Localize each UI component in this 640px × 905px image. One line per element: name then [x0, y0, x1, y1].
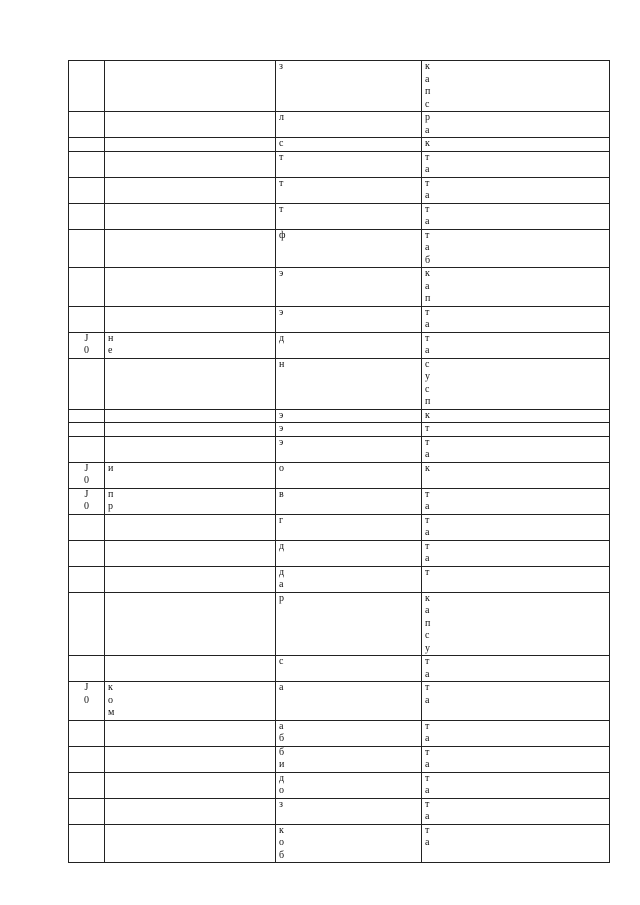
form-line: т: [425, 436, 430, 448]
form-line: а: [425, 124, 430, 136]
form-line: т: [425, 151, 430, 163]
form-cell: [422, 409, 610, 423]
form-line: п: [425, 293, 431, 304]
form-line: а: [425, 319, 430, 330]
group-line: м: [108, 707, 115, 718]
form-line: т: [425, 656, 430, 667]
drug-line: о: [279, 785, 284, 796]
group-cell: [105, 229, 276, 268]
code-cell: [69, 462, 105, 488]
code-cell: [69, 566, 105, 592]
drug-line: д: [279, 772, 285, 784]
drug-cell: [276, 61, 422, 112]
drug-line: ф: [279, 229, 286, 241]
form-line: а: [425, 242, 430, 253]
form-line: а: [425, 837, 430, 848]
drug-line: з: [279, 61, 283, 72]
form-cell: [422, 772, 610, 798]
code-cell: [69, 332, 105, 358]
form-line: т: [425, 177, 430, 189]
table-row: [69, 306, 610, 332]
form-line: к: [425, 138, 430, 149]
form-line: п: [425, 396, 431, 407]
form-cell: [422, 332, 610, 358]
code-line: 0: [84, 475, 89, 486]
drug-line: б: [279, 733, 285, 744]
form-line: т: [425, 540, 430, 552]
drug-cell: [276, 720, 422, 746]
form-line: т: [425, 332, 430, 344]
form-line: а: [425, 759, 430, 770]
form-cell: [422, 566, 610, 592]
form-line: а: [425, 345, 430, 356]
drug-cell: [276, 177, 422, 203]
table-row: [69, 592, 610, 656]
table-row: [69, 772, 610, 798]
drug-line: б: [279, 746, 285, 758]
form-line: а: [425, 785, 430, 796]
form-line: а: [425, 668, 430, 680]
form-line: у: [425, 371, 430, 382]
drug-cell: [276, 112, 422, 138]
drug-line: э: [279, 423, 284, 434]
code-cell: [69, 423, 105, 437]
form-line: б: [425, 254, 431, 266]
code-cell: [69, 268, 105, 307]
group-cell: [105, 682, 276, 721]
group-cell: [105, 746, 276, 772]
form-cell: [422, 592, 610, 656]
form-line: т: [425, 746, 430, 758]
group-cell: [105, 824, 276, 863]
form-cell: [422, 177, 610, 203]
group-cell: [105, 112, 276, 138]
table-row: [69, 514, 610, 540]
drug-cell: [276, 824, 422, 863]
drug-line: с: [279, 138, 284, 149]
code-line: 0: [84, 345, 89, 356]
form-line: т: [425, 720, 430, 732]
code-cell: [69, 772, 105, 798]
code-line: J: [84, 332, 89, 344]
drug-cell: [276, 772, 422, 798]
form-cell: [422, 112, 610, 138]
drug-cell: [276, 332, 422, 358]
code-cell: [69, 540, 105, 566]
drug-line: л: [279, 112, 284, 123]
drug-cell: [276, 682, 422, 721]
form-line: т: [425, 566, 430, 578]
group-line: п: [108, 488, 114, 500]
table-row: [69, 177, 610, 203]
code-line: J: [84, 682, 89, 693]
form-cell: [422, 540, 610, 566]
group-cell: [105, 488, 276, 514]
drug-line: и: [279, 759, 285, 770]
code-cell: [69, 720, 105, 746]
code-cell: [69, 358, 105, 409]
form-cell: [422, 824, 610, 863]
form-line: к: [425, 409, 430, 421]
drug-cell: [276, 358, 422, 409]
form-line: а: [425, 733, 430, 744]
table-row: [69, 436, 610, 462]
table-row: [69, 798, 610, 824]
group-cell: [105, 151, 276, 177]
form-line: т: [425, 229, 430, 241]
form-line: т: [425, 306, 430, 318]
form-cell: [422, 151, 610, 177]
code-cell: [69, 488, 105, 514]
code-cell: [69, 824, 105, 863]
drug-cell: [276, 514, 422, 540]
group-cell: [105, 566, 276, 592]
group-cell: [105, 203, 276, 229]
drug-cell: [276, 540, 422, 566]
form-line: а: [425, 605, 430, 616]
group-cell: [105, 306, 276, 332]
table-row: [69, 488, 610, 514]
form-line: т: [425, 488, 430, 500]
group-cell: [105, 61, 276, 112]
drug-line: т: [279, 177, 284, 189]
table-row: [69, 423, 610, 437]
group-cell: [105, 332, 276, 358]
form-line: т: [425, 682, 430, 693]
group-line: к: [108, 682, 113, 693]
form-cell: [422, 306, 610, 332]
form-line: а: [425, 280, 430, 292]
drug-table-body: [69, 61, 610, 863]
drug-line: д: [279, 566, 285, 578]
form-line: к: [425, 592, 430, 604]
form-line: с: [425, 358, 430, 370]
form-line: т: [425, 798, 430, 810]
table-row: [69, 462, 610, 488]
group-line: р: [108, 501, 113, 512]
drug-cell: [276, 656, 422, 682]
form-line: т: [425, 514, 430, 526]
form-cell: [422, 61, 610, 112]
drug-cell: [276, 566, 422, 592]
form-line: к: [425, 268, 430, 279]
drug-line: э: [279, 268, 284, 279]
code-cell: [69, 436, 105, 462]
drug-cell: [276, 423, 422, 437]
form-line: а: [425, 73, 430, 85]
drug-cell: [276, 203, 422, 229]
drug-line: с: [279, 656, 284, 667]
form-line: а: [425, 811, 430, 822]
code-cell: [69, 409, 105, 423]
drug-cell: [276, 746, 422, 772]
table-row: [69, 682, 610, 721]
drug-line: д: [279, 540, 285, 552]
drug-cell: [276, 409, 422, 423]
code-cell: [69, 229, 105, 268]
group-cell: [105, 423, 276, 437]
code-line: 0: [84, 694, 89, 706]
group-cell: [105, 514, 276, 540]
form-line: а: [425, 553, 430, 564]
form-line: с: [425, 630, 430, 641]
drug-line: з: [279, 798, 283, 810]
drug-cell: [276, 268, 422, 307]
group-cell: [105, 462, 276, 488]
group-cell: [105, 409, 276, 423]
code-line: J: [84, 488, 89, 500]
drug-cell: [276, 138, 422, 152]
table-row: [69, 358, 610, 409]
form-line: т: [425, 203, 430, 215]
table-row: [69, 151, 610, 177]
code-cell: [69, 656, 105, 682]
group-line: е: [108, 345, 113, 356]
form-line: п: [425, 86, 431, 97]
form-line: а: [425, 527, 430, 538]
form-cell: [422, 436, 610, 462]
group-cell: [105, 436, 276, 462]
form-line: т: [425, 824, 430, 836]
form-cell: [422, 746, 610, 772]
table-row: [69, 746, 610, 772]
group-cell: [105, 798, 276, 824]
drug-cell: [276, 229, 422, 268]
table-row: [69, 229, 610, 268]
group-cell: [105, 592, 276, 656]
drug-table: [68, 60, 610, 863]
drug-cell: [276, 151, 422, 177]
table-row: [69, 112, 610, 138]
drug-line: э: [279, 409, 284, 421]
table-row: [69, 656, 610, 682]
drug-line: р: [279, 592, 284, 604]
code-cell: [69, 798, 105, 824]
form-cell: [422, 138, 610, 152]
form-cell: [422, 203, 610, 229]
group-cell: [105, 138, 276, 152]
group-cell: [105, 772, 276, 798]
form-cell: [422, 488, 610, 514]
table-row: [69, 540, 610, 566]
group-cell: [105, 720, 276, 746]
form-line: а: [425, 216, 430, 227]
form-cell: [422, 720, 610, 746]
table-row: [69, 61, 610, 112]
form-cell: [422, 682, 610, 721]
drug-line: о: [279, 462, 284, 474]
table-row: [69, 203, 610, 229]
form-cell: [422, 514, 610, 540]
group-cell: [105, 358, 276, 409]
drug-cell: [276, 798, 422, 824]
form-line: к: [425, 462, 430, 474]
code-cell: [69, 592, 105, 656]
form-line: с: [425, 98, 430, 110]
code-cell: [69, 746, 105, 772]
group-line: о: [108, 694, 113, 706]
code-line: J: [84, 462, 89, 474]
form-line: т: [425, 423, 430, 434]
drug-line: т: [279, 151, 284, 163]
form-line: к: [425, 61, 430, 72]
form-line: т: [425, 772, 430, 784]
table-row: [69, 138, 610, 152]
drug-line: э: [279, 306, 284, 318]
drug-cell: [276, 306, 422, 332]
form-cell: [422, 798, 610, 824]
code-cell: [69, 138, 105, 152]
form-cell: [422, 358, 610, 409]
form-cell: [422, 462, 610, 488]
drug-line: б: [279, 849, 285, 861]
code-cell: [69, 306, 105, 332]
form-line: а: [425, 501, 430, 512]
form-line: п: [425, 617, 431, 629]
drug-line: о: [279, 837, 284, 848]
group-cell: [105, 177, 276, 203]
drug-line: д: [279, 332, 285, 344]
drug-cell: [276, 462, 422, 488]
code-cell: [69, 177, 105, 203]
code-cell: [69, 112, 105, 138]
table-row: [69, 409, 610, 423]
form-line: а: [425, 694, 430, 706]
form-line: у: [425, 642, 430, 654]
table-row: [69, 824, 610, 863]
table-row: [69, 566, 610, 592]
group-cell: [105, 656, 276, 682]
code-cell: [69, 61, 105, 112]
drug-cell: [276, 488, 422, 514]
code-cell: [69, 203, 105, 229]
code-line: 0: [84, 501, 89, 512]
form-line: р: [425, 112, 430, 123]
drug-line: г: [279, 514, 284, 526]
group-cell: [105, 540, 276, 566]
drug-line: а: [279, 682, 284, 693]
drug-line: э: [279, 436, 284, 448]
table-row: [69, 332, 610, 358]
drug-line: н: [279, 358, 285, 370]
group-line: н: [108, 332, 114, 344]
form-line: с: [425, 383, 430, 395]
drug-line: т: [279, 203, 284, 215]
drug-line: а: [279, 720, 284, 732]
form-cell: [422, 656, 610, 682]
drug-cell: [276, 436, 422, 462]
form-line: а: [425, 164, 430, 175]
drug-line: к: [279, 824, 284, 836]
drug-cell: [276, 592, 422, 656]
form-line: а: [425, 449, 430, 460]
group-line: и: [108, 462, 114, 474]
form-cell: [422, 268, 610, 307]
form-cell: [422, 229, 610, 268]
code-cell: [69, 682, 105, 721]
group-cell: [105, 268, 276, 307]
table-row: [69, 268, 610, 307]
code-cell: [69, 151, 105, 177]
drug-line: в: [279, 488, 284, 500]
code-cell: [69, 514, 105, 540]
table-row: [69, 720, 610, 746]
drug-line: а: [279, 579, 284, 590]
form-cell: [422, 423, 610, 437]
form-line: а: [425, 190, 430, 201]
